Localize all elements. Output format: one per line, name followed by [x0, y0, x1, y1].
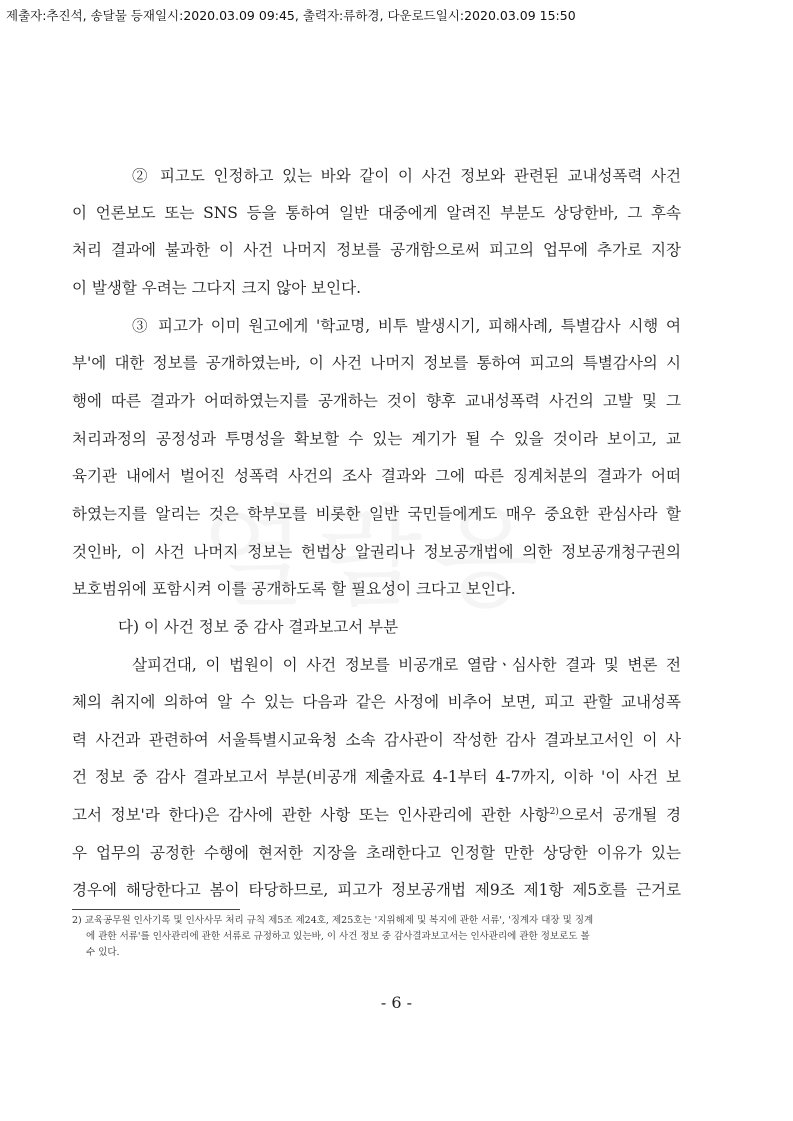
- body-line: 살피건대, 이 법원이 이 사건 정보를 비공개로 열람ㆍ심사한 결과 및 변론 전: [132, 656, 681, 674]
- body-line: 하였는지를 알리는 것은 학부모를 비롯한 일반 국민들에게도 매우 중요한 관심사라 할: [72, 505, 681, 523]
- body-text-segment: 으로서 공개될 경: [558, 806, 681, 824]
- body-line: ② 피고도 인정하고 있는 바와 같이 이 사건 정보와 관련된 교내성폭력 사건: [132, 167, 681, 185]
- body-line: 건 정보 중 감사 결과보고서 부분(비공개 제출자료 4-1부터 4-7까지, 이하 '이 사건 보: [72, 768, 681, 786]
- body-text-segment: 고서 정보'라 한다)은 감사에 관한 사항 또는 인사관리에 관한 사항: [72, 806, 550, 824]
- body-line: 처리 결과에 불과한 이 사건 나머지 정보를 공개함으로써 피고의 업무에 추가로 지장: [72, 241, 681, 259]
- body-line: 보호범위에 포함시켜 이를 공개하도록 할 필요성이 크다고 보인다.: [72, 580, 516, 598]
- body-line: ③ 피고가 이미 원고에게 '학교명, 비투 발생시기, 피해사례, 특별감사 시행 여: [132, 317, 681, 335]
- body-line: 우 업무의 공정한 수행에 현저한 지장을 초래한다고 인정할 만한 상당한 이유가 있는: [72, 844, 681, 862]
- footnote-reference: 2): [549, 806, 559, 817]
- body-line: 부'에 대한 정보를 공개하였는바, 이 사건 나머지 정보를 통하여 피고의 특별감사의 시: [72, 354, 681, 372]
- body-line: 것인바, 이 사건 나머지 정보는 헌법상 알권리나 정보공개법에 의한 정보공개청구권의: [72, 543, 681, 561]
- body-line: 육기관 내에서 벌어진 성폭력 사건의 조사 결과와 그에 따른 징계처분의 결과가 어떠: [72, 467, 681, 485]
- download-stamp-header: 제출자:추진석, 송달물 등재일시:2020.03.09 09:45, 출력자:류하경, 다운로드일시:2020.03.09 15:50: [6, 8, 576, 23]
- body-line: 이 언론보도 또는 SNS 등을 통하여 일반 대중에게 알려진 부분도 상당한바, 그 후속: [72, 204, 681, 222]
- body-line: 경우에 해당한다고 봄이 타당하므로, 피고가 정보공개법 제9조 제1항 제5호를 근거로: [72, 881, 681, 899]
- body-line: 행에 따른 결과가 어떠하였는지를 공개하는 것이 향후 교내성폭력 사건의 고발 및 그: [72, 392, 681, 410]
- footnote-line: 에 관한 서류'를 인사관리에 관한 서류로 규정하고 있는바, 이 사건 정보 중 감사결과보고서는 인사관리에 관한 정보로도 볼: [86, 931, 590, 942]
- section-heading: 다) 이 사건 정보 중 감사 결과보고서 부분: [118, 618, 399, 636]
- footnote-line: 수 있다.: [86, 947, 120, 958]
- body-line: 력 사건과 관련하여 서울특별시교육청 소속 감사관이 작성한 감사 결과보고서인 이 사: [72, 731, 681, 749]
- body-line: 처리과정의 공정성과 투명성을 확보할 수 있는 계기가 될 수 있을 것이라 보이고, 교: [72, 430, 681, 448]
- page-number: - 6 -: [380, 993, 413, 1012]
- footnote-divider: [72, 909, 240, 910]
- body-line-with-footnote: [72, 805, 681, 825]
- footnote-line: 2) 교육공무원 인사기록 및 인사사무 처리 규칙 제5조 제24호, 제25호는 '지위해제 및 복지에 관한 서류', '징계자 대장 및 징계: [72, 915, 594, 926]
- body-line: 이 발생할 우려는 그다지 크지 않아 보인다.: [72, 279, 362, 297]
- body-line: 체의 취지에 의하여 알 수 있는 다음과 같은 사정에 비추어 보면, 피고 관할 교내성폭: [72, 693, 681, 711]
